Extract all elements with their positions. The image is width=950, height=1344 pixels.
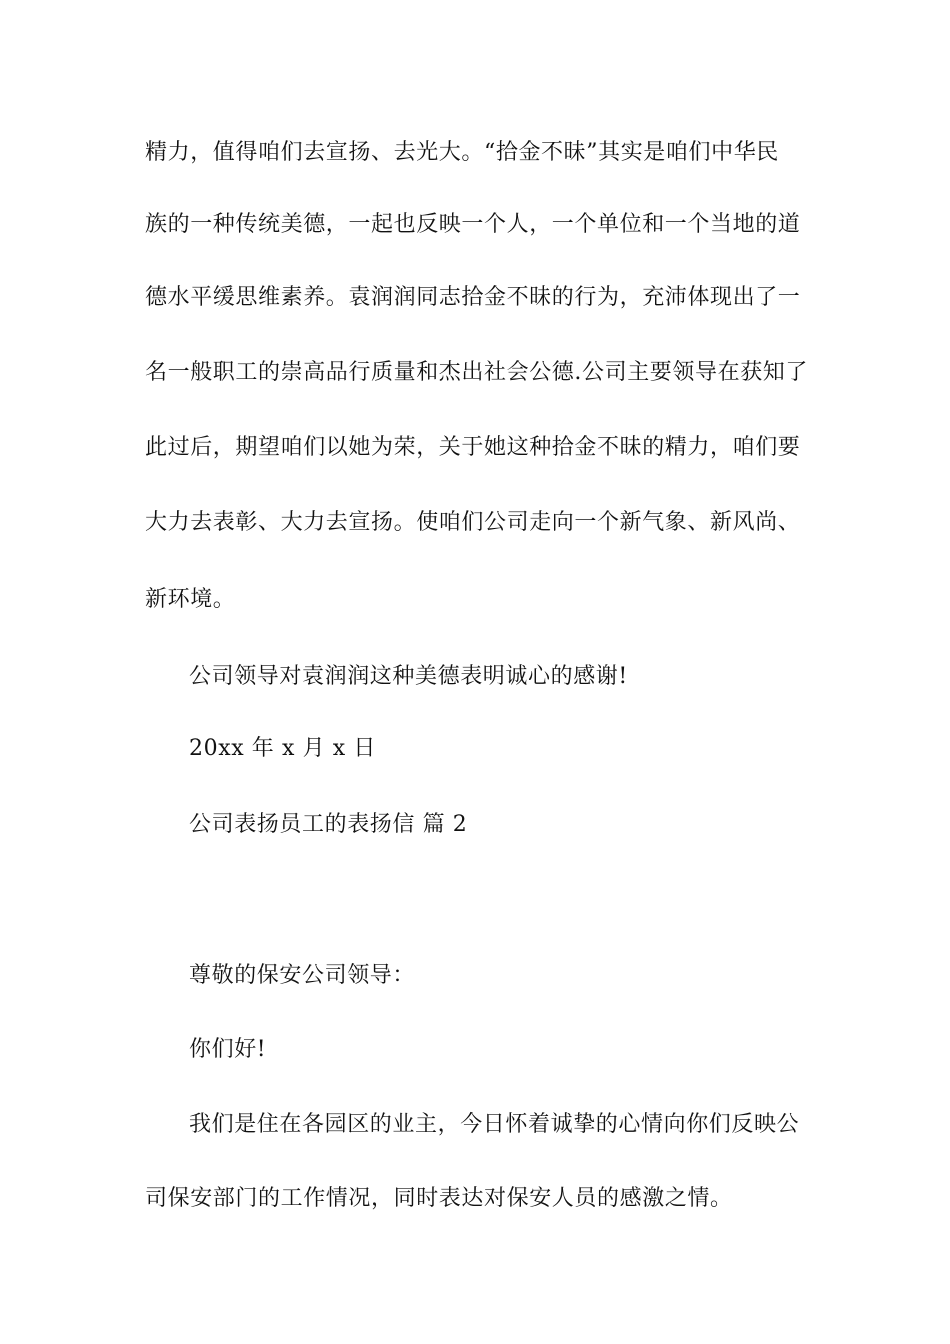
body-text-line: 大力去表彰、大力去宣扬。使咱们公司走向一个新气象、新风尚、	[145, 510, 801, 535]
section-title: 公司表扬员工的表扬信 篇 2	[189, 812, 468, 837]
body-text-line: 我们是住在各园区的业主，今日怀着诚挚的心情向你们反映公	[189, 1112, 800, 1137]
body-text-line: 精力，值得咱们去宣扬、去光大。“拾金不昧”其实是咱们中华民	[145, 140, 779, 165]
date-line: 20xx 年 x 月 x 日	[189, 736, 376, 761]
body-text-line: 名一般职工的崇高品行质量和杰出社会公德.公司主要领导在获知了	[145, 360, 808, 385]
thanks-line: 公司领导对袁润润这种美德表明诚心的感谢!	[189, 664, 628, 689]
body-text-line: 此过后，期望咱们以她为荣，关于她这种拾金不昧的精力，咱们要	[145, 435, 801, 460]
body-text-line: 族的一种传统美德，一起也反映一个人，一个单位和一个当地的道	[145, 212, 801, 237]
body-text-line: 新环境。	[145, 587, 236, 612]
body-text-line: 司保安部门的工作情况，同时表达对保安人员的感激之情。	[145, 1186, 733, 1211]
salutation-line: 尊敬的保安公司领导：	[189, 963, 416, 988]
body-text-line: 德水平缓思维素养。袁润润同志拾金不昧的行为，充沛体现出了一	[145, 285, 801, 310]
greeting-line: 你们好!	[189, 1037, 267, 1062]
